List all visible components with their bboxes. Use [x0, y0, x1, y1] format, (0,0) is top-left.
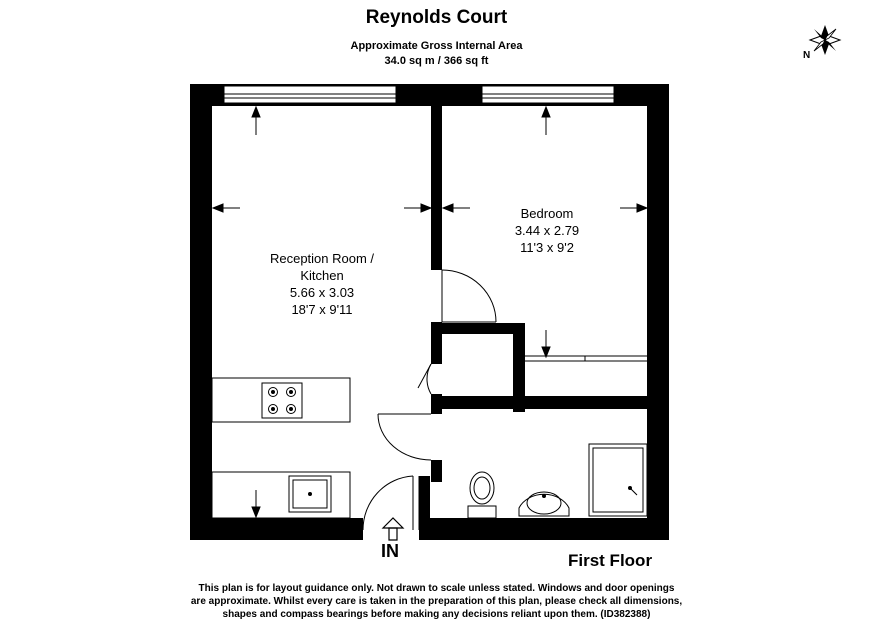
kitchen-island: [212, 378, 350, 422]
cupboard-door: [418, 364, 431, 394]
reception-name-line1: Reception Room /: [269, 251, 375, 266]
bedroom-door: [442, 270, 496, 322]
bedroom-name: Bedroom: [520, 206, 574, 221]
bedroom-imperial: 11'3 x 9'2: [520, 240, 574, 255]
basin-icon: [519, 492, 569, 516]
window-reception: [224, 86, 396, 103]
disclaimer-line2: are approximate. Whilst every care is taken in the preparation of this plan, please check all dimensions,: [190, 596, 683, 607]
compass-rose-icon: [810, 25, 840, 55]
reception-imperial: 18'7 x 9'11: [291, 302, 353, 317]
entrance-arrow-icon: [383, 518, 403, 540]
area-label: Approximate Gross Internal Area: [350, 40, 523, 52]
shower-tray-icon: [589, 444, 647, 516]
wardrobe: [525, 356, 647, 361]
disclaimer-line1: This plan is for layout guidance only. Not drawn to scale unless stated. Windows and door openings: [198, 583, 675, 594]
plan-title: Reynolds Court: [365, 7, 508, 28]
reception-room-label: [252, 250, 392, 318]
window-bedroom: [482, 86, 614, 103]
disclaimer-line3: shapes and compass bearings before making any decisions reliant upon them. (ID382388): [222, 609, 651, 620]
hob-icon: [262, 383, 302, 418]
bathroom-door: [378, 414, 431, 460]
toilet-icon: [468, 472, 496, 518]
entrance-door: [363, 476, 419, 530]
entrance-label: IN: [381, 541, 399, 561]
compass-north-label: N: [803, 50, 811, 61]
disclaimer: [150, 582, 723, 621]
bedroom-label: [487, 205, 607, 256]
floor-name: First Floor: [568, 551, 653, 570]
sink-icon: [289, 476, 331, 512]
kitchen-worktop: [212, 472, 350, 518]
reception-metric: 5.66 x 3.03: [289, 285, 355, 300]
bedroom-metric: 3.44 x 2.79: [514, 223, 580, 238]
area-value: 34.0 sq m / 366 sq ft: [384, 55, 489, 67]
reception-name-line2: Kitchen: [300, 268, 344, 283]
